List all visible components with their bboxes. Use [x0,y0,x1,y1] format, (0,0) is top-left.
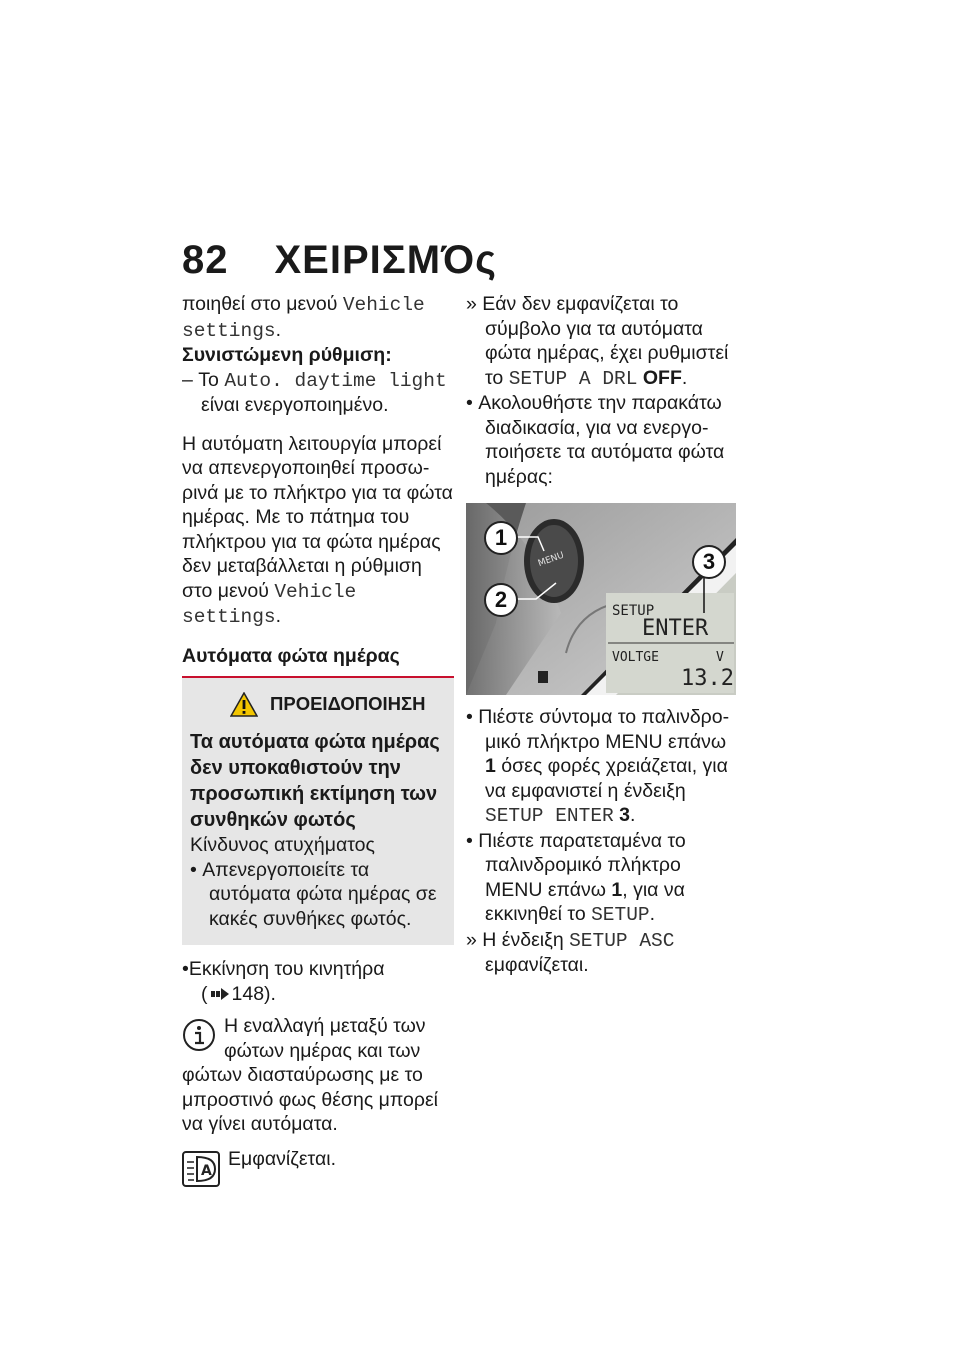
ref-open: ( [201,982,208,1005]
result-marker: » [466,293,477,315]
r3-bold: 1 [485,755,496,777]
lcd-unit: V [716,650,724,665]
para1-end: . [275,605,282,627]
r5-code: SETUP ASC [569,929,675,952]
r4-bold: 1 [611,878,623,901]
procedure-intro [466,391,740,489]
r3-end: . [630,804,636,826]
dash-marker: – [182,368,193,391]
symbol-text: Εμφανίζεται. [228,1147,336,1170]
result-setup-asc [466,928,740,978]
ref-close: ). [264,982,276,1005]
bullet: • [466,392,473,414]
page-reference[interactable]: 148 [231,982,265,1005]
r5-text: Η ένδειξη [482,928,564,951]
warning-box [182,678,454,945]
lcd-value: 13.2 [681,666,734,691]
page-number: 82 [182,238,229,282]
result-drl-off [466,292,740,391]
step-press-menu [466,705,740,829]
start-bullet: • [182,958,189,980]
warning-label: ΠΡΟΕΙΔΟΠΟΙΗΣΗ [270,693,426,715]
warning-bullet: • [190,858,197,881]
page-header [182,238,497,283]
r4-end: . [649,903,656,925]
auto-function-paragraph [182,432,454,630]
intro-end: . [275,318,282,341]
rec-text2: είναι ενεργοποιημένο. [201,394,389,416]
left-column [182,292,454,1187]
menu-button-label: MENU [536,550,566,570]
result-marker: » [466,928,477,951]
r4-text: Πιέστε παρατεταμένα το παλινδρομικό πλήκτρο MENU επάνω [478,829,686,901]
para1-text: Η αυτόματη λειτουργία μπορεί να απενεργοποιηθεί προσωρινά με το πλήκτρο για τα φώτα ημέρας. Με το πάτημα του πλήκτρου για τα φώτα ημέρας δεν μεταβάλλεται η ρύθμιση στο μενού [182,432,453,602]
callout-3: 3 [692,545,726,579]
recommended-item [182,368,454,418]
lcd-line2: ENTER [642,616,709,641]
rec-text1: Το [198,368,219,391]
warning-action [190,858,444,932]
section-title: Αυτόματα φώτα ημέρας [182,644,454,679]
bullet: • [466,829,473,852]
info-icon [182,1018,216,1052]
r3-code: SETUP ENTER [485,805,614,827]
info-text: Η εναλλαγή μεταξύ των φώτων ημέρας και των φώτων διασταύρωσης με το μπροστινό φως θέσης μπορεί να γίνει αυτόματα. [182,1015,439,1135]
r4-code: SETUP [591,904,650,926]
auto-daytime-light-icon [182,1151,220,1187]
callout-2: 2 [484,583,518,617]
warning-risk: Κίνδυνος ατυχήματος [190,834,375,856]
warning-triangle-icon [230,692,258,717]
r1-text: Εάν δεν εμφανίζεται το σύμβολο για τα αυτόματα φώτα ημέρας, έχει ρυθμιστεί το [482,293,729,389]
r1-code: SETUP A DRL [508,367,638,390]
para1-code: Vehicle settings [182,580,357,628]
r1-end: . [681,366,688,389]
callout-1: 1 [484,521,518,555]
intro-paragraph [182,292,454,343]
r2-text: Ακολουθήστε την παρακάτω διαδικασία, για να ενεργοποιήσετε τα αυτόματα φώτα ημέρας: [478,392,725,488]
r5-text2: εμφανίζεται. [485,954,589,976]
steering-wheel-figure [466,503,736,695]
svg-text:A: A [201,1162,212,1179]
warning-header [190,692,444,717]
r4-text2: , για να εκκινηθεί το [485,878,685,925]
page-reference-arrow-icon [211,988,229,1000]
intro-text: ποιηθεί στο μενού [182,293,338,315]
engine-start-item [182,957,454,1006]
warning-action-text: Απενεργοποιείτε τα αυτόματα φώτα ημέρας σε κακές συνθήκες φωτός. [202,858,437,930]
r3-bold2: 3 [619,804,631,826]
chapter-title: ΧΕΙΡΙΣΜΌς [274,238,497,282]
intro-code: Vehicle settings [182,294,425,342]
lcd-line3: VOLTGE [612,650,659,665]
rec-code: Auto. daytime light [224,369,447,392]
right-column [466,292,740,978]
bullet: • [466,706,473,728]
recommended-label: Συνιστώμενη ρύθμιση: [182,344,392,366]
info-note [182,1014,454,1137]
step-long-press [466,829,740,928]
warning-title: Τα αυτόματα φώτα ημέρας δεν υποκαθιστούν την προσωπική εκτίμηση των συνθηκών φωτός [190,731,440,831]
lcd-line1: SETUP [612,603,655,619]
start-text: Εκκίνηση του κινητήρα [188,958,385,980]
r3-text2: όσες φορές χρειάζεται, για να εμφανιστεί η ένδειξη [485,755,728,802]
fuel-pump-icon [538,671,548,683]
r1-bold: OFF [642,366,682,389]
r3-text: Πιέστε σύντομα το παλινδρομικό πλήκτρο MENU επάνω [478,706,730,753]
symbol-note [182,1147,454,1179]
